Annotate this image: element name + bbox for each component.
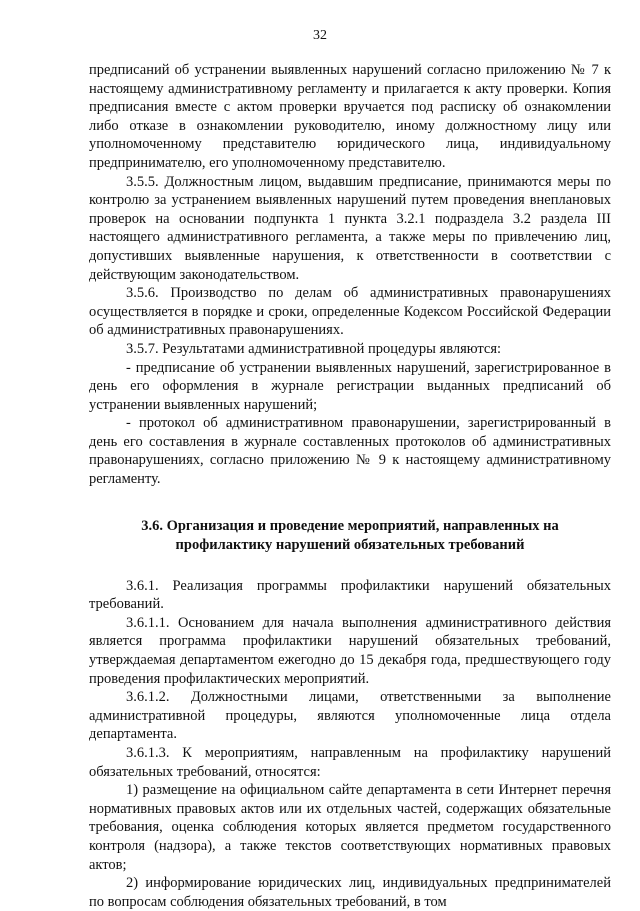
paragraph: 3.5.7. Результатами административной процедуры являются: (126, 340, 502, 357)
paragraph: 3.6.1.1. Основанием для начала выполнения административного действия является программа профилактики нарушений обязательных требований, утверждаемая департаментом ежегодно до 15 декабря года, предшествующего году проведения профилактических мероприятий. (89, 614, 611, 687)
page-number: 32 (313, 28, 327, 43)
paragraph: 3.6.1.2. Должностными лицами, ответственными за выполнение административной процедуры, являются уполномоченные лица отдела департамента. (89, 689, 611, 743)
paragraph: 3.6.1. Реализация программы профилактики нарушений обязательных требований. (89, 577, 611, 613)
section-heading: 3.6. Организация и проведение мероприятий, направленных на профилактику нарушений обязательных требований (141, 517, 559, 553)
paragraph: 3.6.1.3. К мероприятиям, направленным на профилактику нарушений обязательных требований, относятся: (89, 745, 611, 780)
list-item: 2) информирование юридических лиц, индивидуальных предпринимателей по вопросам соблюдения обязательных требований, в том (89, 875, 611, 910)
paragraph: предписаний об устранении выявленных нарушений согласно приложению № 7 к настоящему административному регламенту и прилагается к акту проверки. Копия предписания вместе с актом проверки вручается под расписку об ознакомлении либо отказе в ознакомлении руководителю, иному должностному лицу или уполномоченному представителю юридического лица, индивидуальному предпринимателю, его уполномоченному представителю. (89, 62, 611, 171)
list-item: 1) размещение на официальном сайте департамента в сети Интернет перечня нормативных правовых актов или их отдельных частей, содержащих обязательные требования, оценка соблюдения которых является предметом государственного контроля (надзора), а также текстов соответствующих нормативных правовых актов; (89, 782, 611, 873)
paragraph: 3.5.5. Должностным лицом, выдавшим предписание, принимаются меры по контролю за устранением выявленных нарушений путем проведения внеплановых проверок на основании подпункта 1 пункта 3.2.1 подраздела 3.2 раздела III настоящего административного регламента, а также меры по привлечению лиц, допустивших выявленные нарушения, к ответственности в соответствии с действующим законодательством. (89, 173, 611, 283)
list-item: - предписание об устранении выявленных нарушений, зарегистрированное в день его оформления в журнале регистрации выданных предписаний об устранении выявленных нарушений; (89, 359, 611, 413)
document-body (89, 61, 611, 911)
paragraph: 3.5.6. Производство по делам об административных правонарушениях осуществляется в порядке и сроки, определенные Кодексом Российской Федерации об административных правонарушениях. (89, 285, 611, 339)
list-item: - протокол об административном правонарушении, зарегистрированный в день его составления в журнале составленных протоколов об административных правонарушениях, согласно приложению № 9 к настоящему административному регламенту. (89, 415, 611, 488)
